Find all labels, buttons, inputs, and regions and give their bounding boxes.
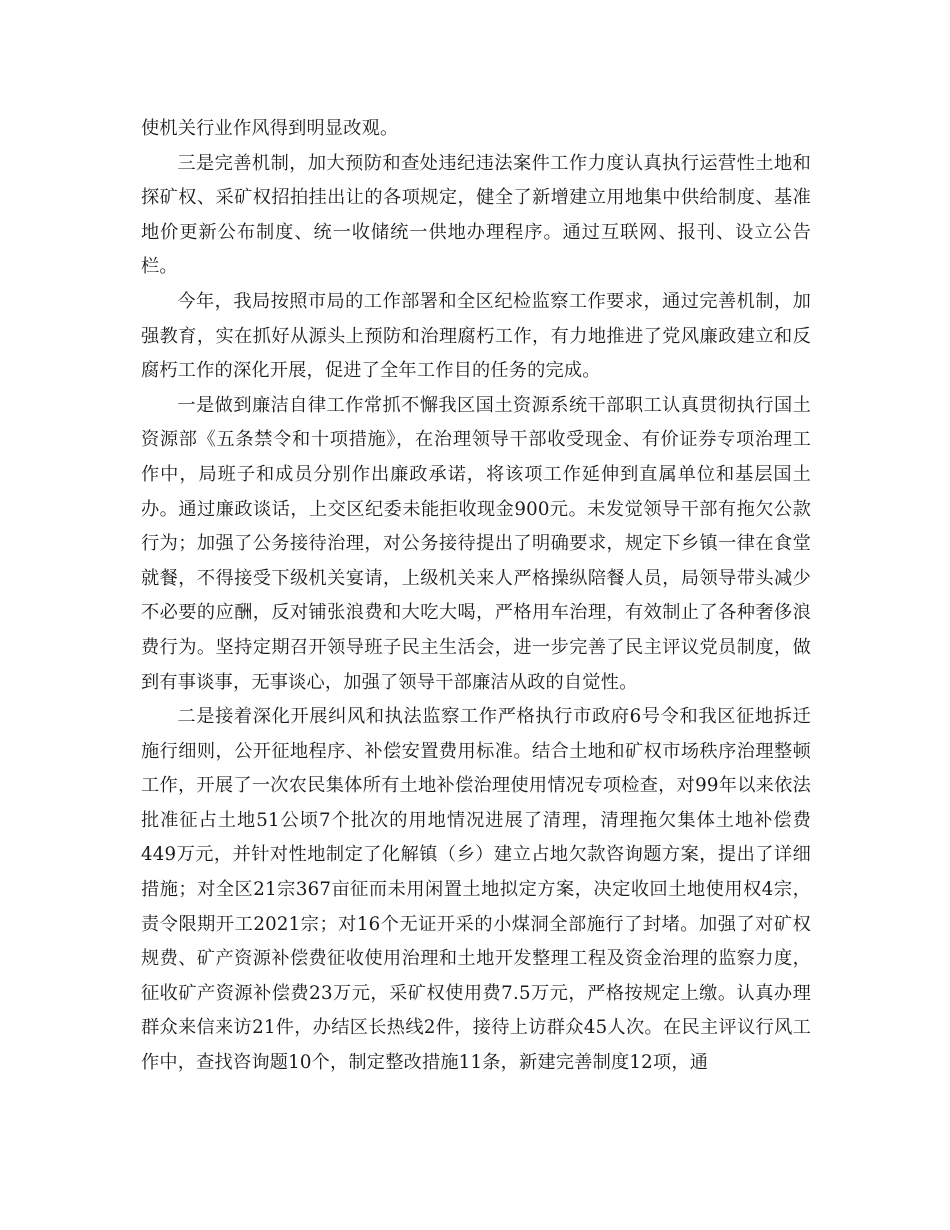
paragraph-self-discipline: 一是做到廉洁自律工作常抓不懈我区国土资源系统干部职工认真贯彻执行国土资源部《五条禁令和十项措施》，在治理领导干部收受现金、有价证券专项治理工作中，局班子和成员分别作出廉政承诺，将该项工作延伸到直属单位和基层国土办。通过廉政谈话，上交区纪委未能拒收现金900元。未发觉领导干部有拖欠公款行为；加强了公务接待治理，对公务接待提出了明确要求，规定下乡镇一律在食堂就餐，不得接受下级机关宴请，上级机关来人严格操纵陪餐人员，局领导带头减少不必要的应酬，反对铺张浪费和大吃大喝，严格用车治理，有效制止了各种奢侈浪费行为。坚持定期召开领导班子民主生活会，进一步完善了民主评议党员制度，做到有事谈事，无事谈心，加强了领导干部廉洁从政的自觉性。 xyxy=(141,394,811,693)
paragraph-summary: 今年，我局按照市局的工作部署和全区纪检监察工作要求，通过完善机制，加强教育，实在抓好从源头上预防和治理腐朽工作，有力地推进了党风廉政建立和反腐朽工作的深化开展，促进了全年工作目的任务的完成。 xyxy=(141,290,811,382)
paragraph-continuation: 使机关行业作风得到明显改观。 xyxy=(141,118,399,139)
document-body xyxy=(141,112,811,1081)
paragraph-supervision: 二是接着深化开展纠风和执法监察工作严格执行市政府6号令和我区征地拆迁施行细则，公开征地程序、补偿安置费用标准。结合土地和矿权市场秩序治理整顿工作，开展了一次农民集体所有土地补偿治理使用情况专项检查，对99年以来依法批准征占土地51公顷7个批次的用地情况进展了清理，清理拖欠集体土地补偿费449万元，并针对性地制定了化解镇（乡）建立占地欠款咨询题方案，提出了详细措施；对全区21宗367亩征而未用闲置土地拟定方案，决定收回土地使用权4宗，责令限期开工2021宗；对16个无证开采的小煤洞全部施行了封堵。加强了对矿权规费、矿产资源补偿费征收使用治理和土地开发整理工程及资金治理的监察力度，征收矿产资源补偿费23万元，采矿权使用费7.5万元，严格按规定上缴。认真办理群众来信来访21件，办结区长热线2件，接待上访群众45人次。在民主评议行风工作中，查找咨询题10个，制定整改措施11条，新建完善制度12项，通 xyxy=(141,706,811,1074)
paragraph-mechanism: 三是完善机制，加大预防和查处违纪违法案件工作力度认真执行运营性土地和探矿权、采矿权招拍挂出让的各项规定，健全了新增建立用地集中供给制度、基准地价更新公布制度、统一收储统一供地办理程序。通过互联网、报刊、设立公告栏。 xyxy=(141,152,811,278)
